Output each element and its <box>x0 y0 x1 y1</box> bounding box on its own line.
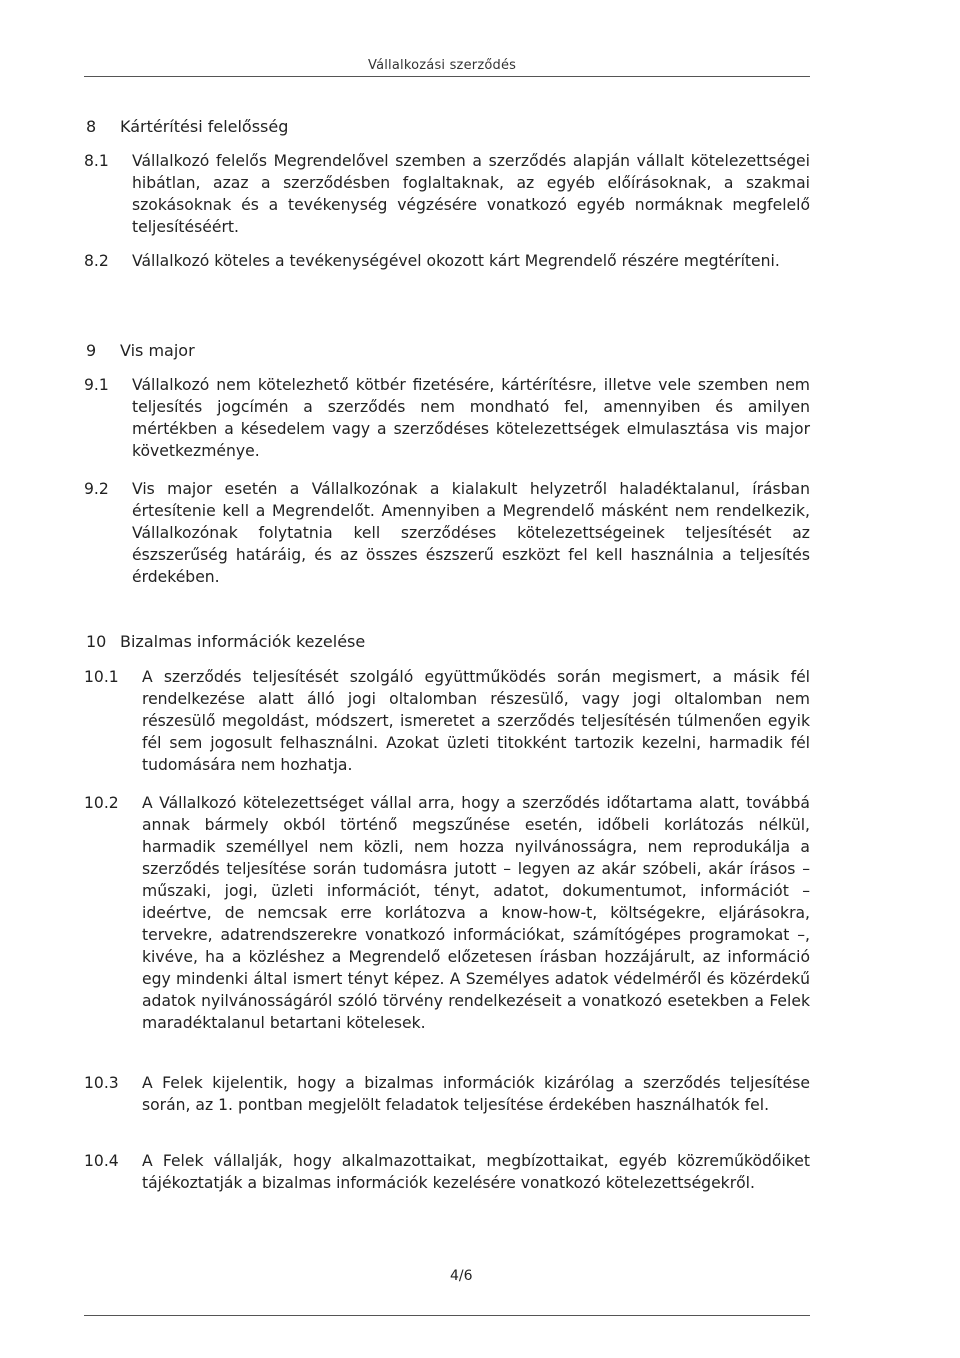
section-number: 10 <box>86 632 107 651</box>
clause-number: 10.1 <box>84 668 119 686</box>
clause-8-1 <box>84 150 810 242</box>
page-number: 4/6 <box>450 1268 473 1284</box>
clause-10-3 <box>84 1072 810 1142</box>
section-title: Vis major <box>120 341 195 360</box>
clause-text: A Felek kijelentik, hogy a bizalmas információk kizárólag a szerződés teljesítése során, az 1. pontban megjelölt feladatok teljesítése érdekében használhatók fel. <box>142 1074 810 1114</box>
section-title: Kártérítési felelősség <box>120 117 289 136</box>
clause-number: 10.3 <box>84 1074 119 1092</box>
clause-number: 9.1 <box>84 376 109 394</box>
clause-8-2 <box>84 250 810 296</box>
clause-9-1 <box>84 374 810 466</box>
clause-text: Vállalkozó felelős Megrendelővel szemben a szerződés alapján vállalt kötelezettségei hibátlan, azaz a szerződésben foglaltaknak, az egyéb előírásoknak, a szakmai szokásoknak és a tevékenység végzésére vonatkozó egyéb normáknak megfelelő teljesítéséért. <box>132 152 810 236</box>
clause-number: 10.2 <box>84 794 119 812</box>
clause-text: A szerződés teljesítését szolgáló együttműködés során megismert, a másik fél rendelkezése alatt álló jogi oltalomban részesülő, vagy jogi oltalomban nem részesülő megoldást, módszert, ismeretet a szerződés teljesítésén túlmenően egyik fél sem jogosult felhasználni. Azokat üzleti titokként tartozik kezelni, harmadik fél tudomására nem hozhatja. <box>142 668 810 774</box>
clause-text: A Vállalkozó kötelezettséget vállal arra, hogy a szerződés időtartama alatt, továbbá annak bármely okból történő megszűnése esetén, időbeli korlátozás nélkül, harmadik személlyel nem közli, nem hozza nyilvánosságra, nem reprodukálja a szerződés teljesítése során tudomásra jutott – legyen az akár szóbeli, akár írásos – műszaki, jogi, üzleti információt, tényt, adatot, dokumentumot, információt – ideértve, de nemcsak erre korlátozva a know-how-t, költségekre, eljárásokra, tervekre, adatrendszerekre vonatkozó információkat, számítógépes programokat –, kivéve, ha a közléshez a Megrendelő előzetesen írásban hozzájárult, az információ egy mindenki által ismert tényt képez. A Személyes adatok védelméről és közérdekű adatok nyilvánosságáról szóló törvény rendelkezéseit a vonatkozó esetekben a Felek maradéktalanul betartani kötelesek. <box>142 794 810 1032</box>
header-divider <box>84 76 810 77</box>
clause-number: 8.1 <box>84 152 109 170</box>
section-9-heading <box>86 341 195 360</box>
clause-text: Vis major esetén a Vállalkozónak a kialakult helyzetről haladéktalanul, írásban értesítenie kell a Megrendelőt. Amennyiben a Megrendelő másként nem rendelkezik, Vállalkozónak folytatnia kell szerződéses kötelezettségeinek teljesítését az észszerűség határáig, és az összes észszerű eszközt fel kell használnia a teljesítés érdekében. <box>132 480 810 586</box>
clause-10-2 <box>84 792 810 1062</box>
page-header-title: Vállalkozási szerződés <box>368 58 517 73</box>
clause-text: Vállalkozó nem kötelezhető kötbér fizetésére, kártérítésre, illetve vele szemben nem teljesítés jogcímén a szerződés nem mondható fel, amennyiben és amilyen mértékben a késedelem vagy a szerződéses kötelezettségek elmulasztása vis major következménye. <box>132 376 810 460</box>
clause-10-1 <box>84 666 810 780</box>
clause-number: 10.4 <box>84 1152 119 1170</box>
section-10-heading <box>86 632 365 651</box>
section-number: 8 <box>86 117 97 136</box>
clause-9-2 <box>84 478 810 592</box>
section-8-heading <box>86 117 288 136</box>
clause-text: A Felek vállalják, hogy alkalmazottaikat, megbízottaikat, egyéb közreműködőiket tájékoztatják a bizalmas információk kezelésére vonatkozó kötelezettségekről. <box>142 1152 810 1192</box>
clause-text: Vállalkozó köteles a tevékenységével okozott kárt Megrendelő részére megtéríteni. <box>132 252 780 270</box>
section-title: Bizalmas információk kezelése <box>120 632 366 651</box>
clause-number: 9.2 <box>84 480 109 498</box>
clause-number: 8.2 <box>84 252 109 270</box>
clause-10-4 <box>84 1150 810 1220</box>
section-number: 9 <box>86 341 97 360</box>
footer-divider <box>84 1315 810 1316</box>
